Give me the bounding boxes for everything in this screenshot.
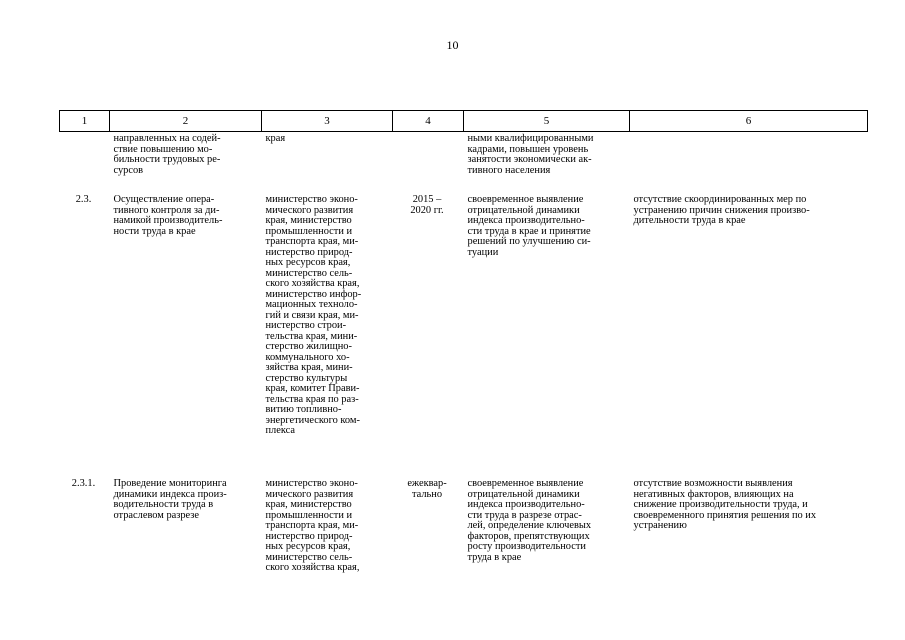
measure-cell: направленных на содей- ствие повышению мо- бильности трудовых ре- сурсов	[113, 133, 221, 176]
executors-cell: министерство эконо- мического развития края, министерство промышленности и транспорта края, ми- нистерство природ- ных ресурсов края, министерство сель- ского хозяйства края,	[265, 478, 360, 573]
term-cell: 2015 – 2020 гг.	[410, 194, 444, 216]
consequences-cell: отсутствие скоординированных мер по устранению причин снижения произво- дительности труда в крае	[633, 194, 810, 226]
row-number: 2.3.1.	[71, 478, 96, 489]
consequences-cell	[630, 132, 868, 193]
column-header: 1	[60, 111, 110, 132]
result-cell: своевременное выявление отрицательной динамики индекса производительно- сти труда в крае и принятие решений по улучшению си- туации	[467, 194, 591, 258]
column-header: 4	[393, 111, 464, 132]
table-row	[60, 477, 868, 574]
column-header: 5	[464, 111, 630, 132]
column-header: 6	[630, 111, 868, 132]
measures-table	[59, 110, 868, 574]
measure-cell: Осуществление опера- тивного контроля за ди- намикой производитель- ности труда в крае	[113, 194, 223, 237]
measure-cell: Проведение мониторинга динамики индекса произ- водительности труда в отраслевом разрезе	[113, 478, 227, 521]
row-number	[60, 132, 110, 193]
term-cell: ежеквар- тально	[407, 478, 447, 500]
term-cell	[393, 132, 464, 193]
executors-cell: министерство эконо- мического развития края, министерство промышленности и транспорта края, ми- нистерство природ- ных ресурсов края, министерство сель- ского хозяйства края, министерство инфор- мационных техноло- гий и связи края, ми- нистерство строи- тельства края, мини- стерство жилищно- коммунального хо- зяйства края, мини- стерство культуры края, комитет Прави- тельства края по раз- витию топливно- энергетического ком- плекса	[265, 194, 362, 436]
column-header: 3	[262, 111, 393, 132]
executors-cell: края	[265, 133, 286, 144]
table-row	[60, 192, 868, 477]
row-number: 2.3.	[75, 194, 92, 205]
consequences-cell: отсутствие возможности выявления негативных факторов, влияющих на снижение производительности труда, и своевременного принятия решения по их устранению	[633, 478, 817, 531]
page-number: 10	[446, 38, 459, 52]
table-header-row	[60, 111, 868, 132]
column-header: 2	[110, 111, 262, 132]
table-row	[60, 132, 868, 193]
result-cell: своевременное выявление отрицательной динамики индекса производительно- сти труда в разрезе отрас- лей, определение ключевых факторов, препятствующих росту производительности труда в крае	[467, 478, 592, 563]
result-cell: ными квалифицированными кадрами, повышен уровень занятости экономически ак- тивного населения	[467, 133, 594, 176]
